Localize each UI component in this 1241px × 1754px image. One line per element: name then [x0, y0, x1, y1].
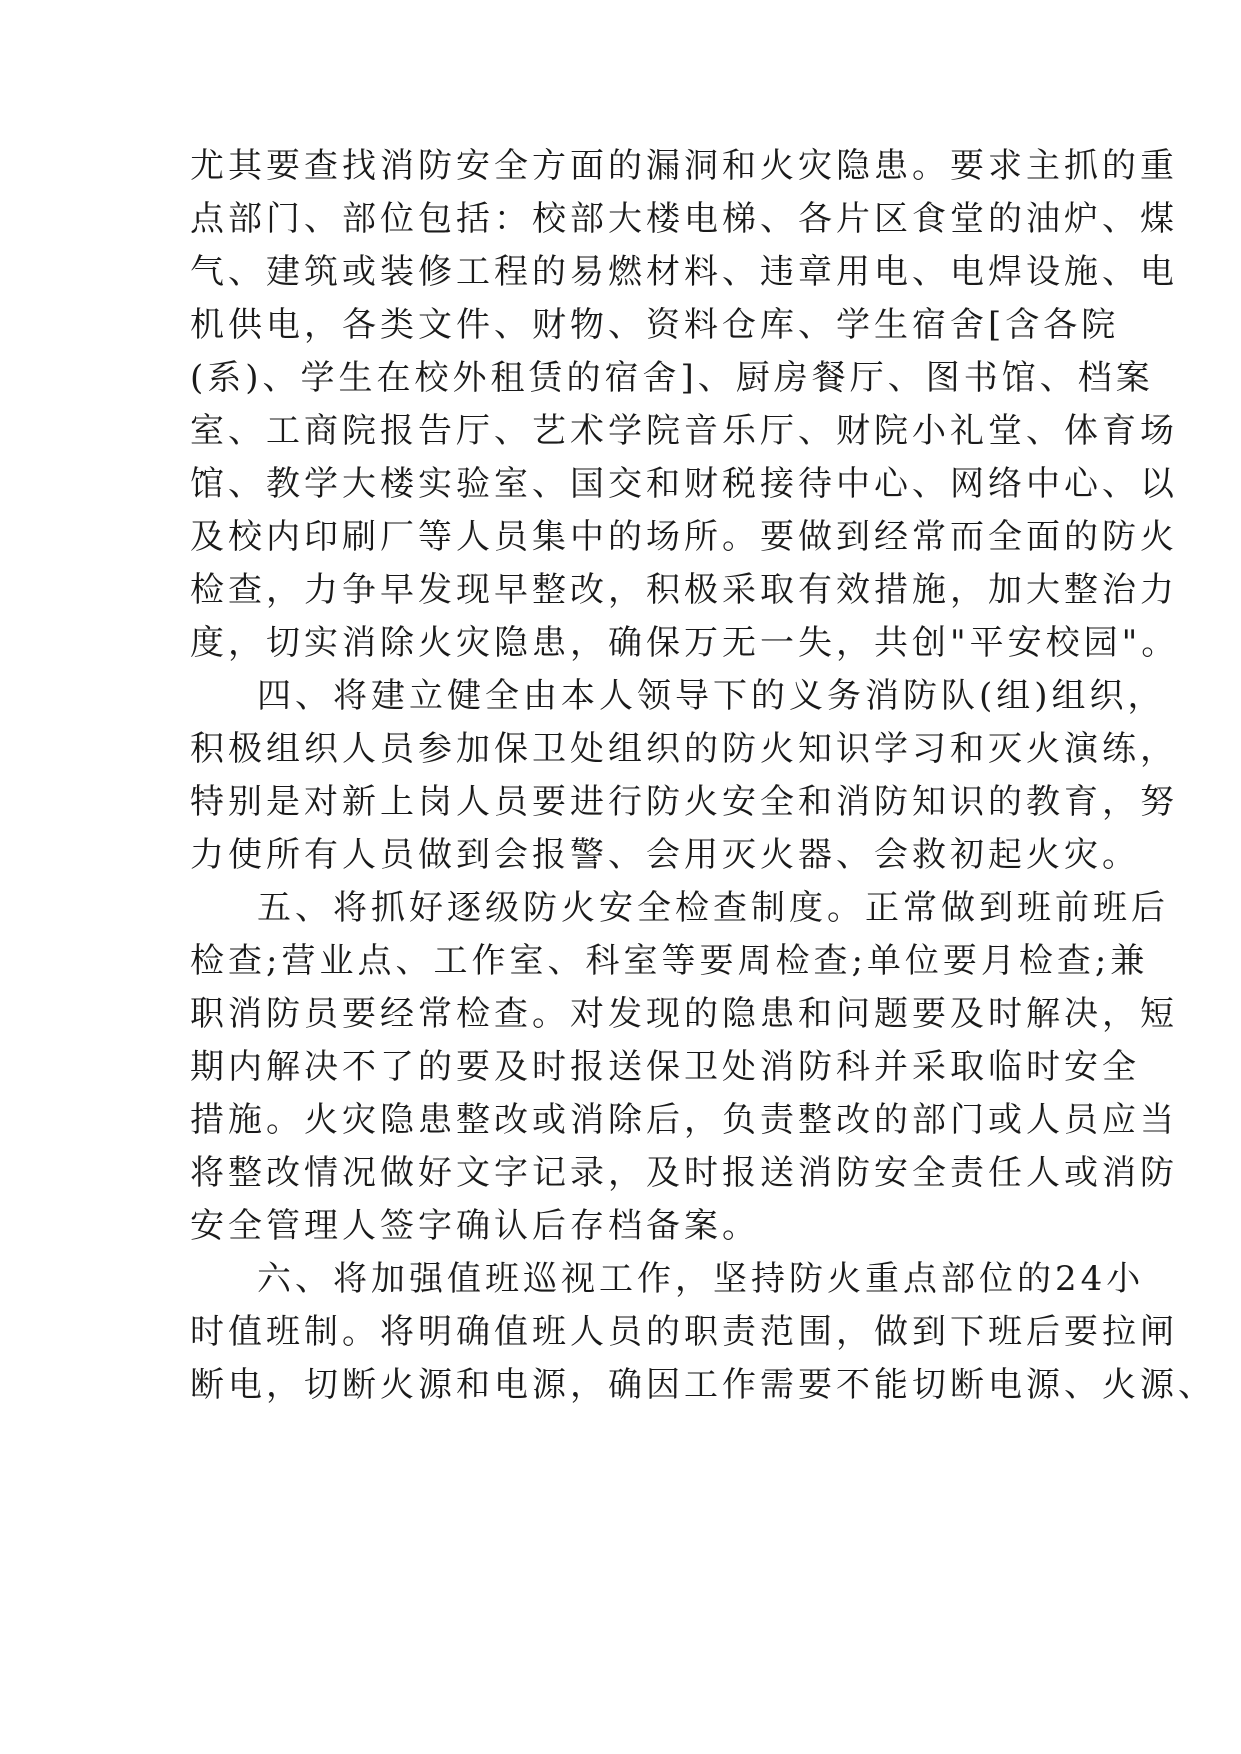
text-line: 安全管理人签字确认后存档备案。 [190, 1206, 760, 1246]
text-line: 期内解决不了的要及时报送保卫处消防科并采取临时安全 [190, 1047, 1140, 1087]
text-line: 馆、教学大楼实验室、国交和财税接待中心、网络中心、以 [190, 464, 1178, 504]
text-line: 检查;营业点、工作室、科室等要周检查;单位要月检查;兼 [190, 941, 1149, 981]
text-line: 职消防员要经常检查。对发现的隐患和问题要及时解决，短 [190, 994, 1178, 1034]
text-line: 室、工商院报告厅、艺术学院音乐厅、财院小礼堂、体育场 [190, 411, 1178, 451]
text-line: 特别是对新上岗人员要进行防火安全和消防知识的教育，努 [190, 782, 1178, 822]
paragraph-start-line: 六、将加强值班巡视工作，坚持防火重点部位的24小 [257, 1259, 1145, 1299]
text-line: 力使所有人员做到会报警、会用灭火器、会救初起火灾。 [190, 835, 1140, 875]
text-line: 积极组织人员参加保卫处组织的防火知识学习和灭火演练， [190, 729, 1178, 769]
text-line: 断电，切断火源和电源，确因工作需要不能切断电源、火源、 [190, 1365, 1216, 1405]
text-line: 尤其要查找消防安全方面的漏洞和火灾隐患。要求主抓的重 [190, 146, 1178, 186]
text-line: 点部门、部位包括：校部大楼电梯、各片区食堂的油炉、煤 [190, 199, 1178, 239]
text-line: 机供电，各类文件、财物、资料仓库、学生宿舍[含各院 [190, 305, 1120, 345]
text-line: 气、建筑或装修工程的易燃材料、违章用电、电焊设施、电 [190, 252, 1178, 292]
text-line: 及校内印刷厂等人员集中的场所。要做到经常而全面的防火 [190, 517, 1178, 557]
paragraph-start-line: 五、将抓好逐级防火安全检查制度。正常做到班前班后 [257, 888, 1169, 928]
text-line: 将整改情况做好文字记录，及时报送消防安全责任人或消防 [190, 1153, 1178, 1193]
text-line: (系)、学生在校外租赁的宿舍]、厨房餐厅、图书馆、档案 [190, 358, 1154, 398]
paragraph-start-line: 四、将建立健全由本人领导下的义务消防队(组)组织， [257, 676, 1166, 716]
text-line: 时值班制。将明确值班人员的职责范围，做到下班后要拉闸 [190, 1312, 1178, 1352]
text-line: 检查，力争早发现早整改，积极采取有效措施，加大整治力 [190, 570, 1178, 610]
text-line: 度，切实消除火灾隐患，确保万无一失，共创"平安校园"。 [190, 623, 1180, 663]
text-line: 措施。火灾隐患整改或消除后，负责整改的部门或人员应当 [190, 1100, 1178, 1140]
